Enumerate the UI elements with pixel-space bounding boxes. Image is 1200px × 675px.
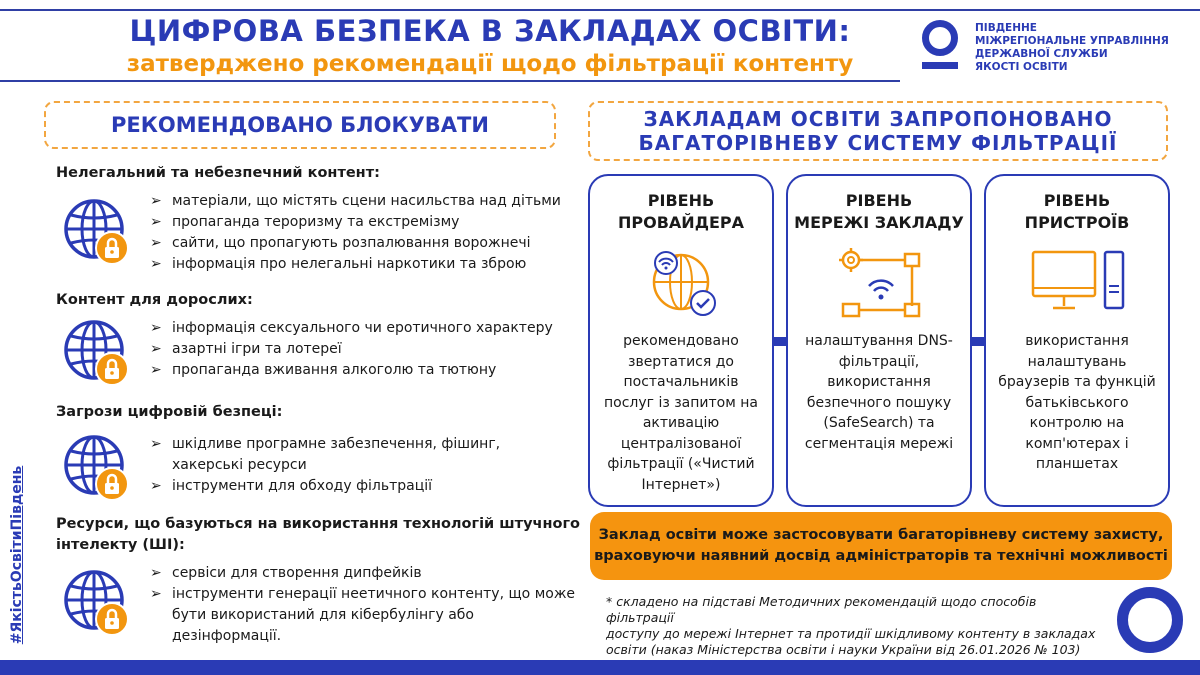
card-connector (971, 337, 985, 346)
card-title: РІВЕНЬ МЕРЕЖІ ЗАКЛАДУ (794, 191, 964, 232)
list-item: ➢ матеріали, що містять сцени насильства над дітьми (150, 193, 561, 209)
list-item: ➢ азартні ігри та лотереї (150, 341, 342, 357)
list-item: ➢ інформація про нелегальні наркотики та зброю (150, 256, 527, 272)
card-description: налаштування DNS- фільтрації, використання безпечного пошуку (SafeSearch) та сегментація мережі (804, 333, 954, 452)
list-item: ➢ інструменти генерації неетичного контенту, що може (150, 586, 576, 602)
section-title-ai: Ресурси, що базуються на використання технологій штучного інтелекту (ШІ): (56, 516, 580, 553)
top-divider (0, 9, 1200, 11)
source-footnote: * складено на підставі Методичних рекомендацій щодо способів фільтрації доступу до мережі Інтернет та протидії шкідливому контенту в закладах освіти (наказ Міністерства освіти і науки України від 26.01.2026 № 103) (606, 594, 1096, 657)
threats-list (150, 434, 580, 497)
hashtag-vertical[interactable]: #ЯкістьОсвітиПівдень (9, 465, 25, 645)
block-heading: РЕКОМЕНДОВАНО БЛОКУВАТИ (44, 101, 556, 149)
list-item: ➢ пропаганда вживання алкоголю та тютюну (150, 362, 497, 378)
list-item: ➢ сервіси для створення дипфейків (150, 565, 422, 581)
summary-banner: Заклад освіти може застосовувати багаторівневу систему захисту, враховуючи наявний досвід адміністраторів та технічні можливості (590, 512, 1172, 580)
logo-ring-icon (922, 20, 958, 56)
list-item: бути використаний для кібербулінгу або (172, 607, 474, 623)
header-underline (0, 80, 900, 82)
decorative-ring-icon (1117, 587, 1183, 653)
page-subtitle: затверджено рекомендації щодо фільтрації контенту (126, 51, 854, 77)
card-description: використання налаштувань браузерів та функцій батьківського контролю на комп'ютерах і планшетах (998, 333, 1156, 472)
list-item: ➢ пропаганда тероризму та екстремізму (150, 214, 460, 230)
section-title-illegal: Нелегальний та небезпечний контент: (56, 165, 380, 181)
globe-lock-icon (62, 433, 132, 503)
card-connector (773, 337, 787, 346)
list-item: хакерські ресурси (172, 457, 307, 473)
globe-lock-icon (62, 197, 132, 267)
bottom-bar (0, 660, 1200, 675)
card-description: рекомендовано звертатися до постачальників послуг із запитом на активацію централізованої фільтрації («Чистий Інтернет») (604, 333, 758, 493)
globe-wifi-check-icon (633, 246, 733, 321)
list-item: дезінформації. (172, 628, 282, 644)
network-gear-wifi-icon (831, 246, 931, 321)
filtering-heading: ЗАКЛАДАМ ОСВІТИ ЗАПРОПОНОВАНО БАГАТОРІВНЕВУ СИСТЕМУ ФІЛЬТРАЦІЇ (588, 101, 1168, 161)
list-item: ➢ інструменти для обходу фільтрації (150, 478, 433, 494)
list-item: ➢ шкідливе програмне забезпечення, фішинг, (150, 436, 501, 452)
globe-lock-icon (62, 568, 132, 638)
adult-list (150, 318, 580, 381)
card-network-level (786, 174, 972, 507)
list-item: ➢ сайти, що пропагують розпалювання ворожнечі (150, 235, 531, 251)
card-provider-level (588, 174, 774, 507)
card-title: РІВЕНЬ ПРОВАЙДЕРА (618, 191, 744, 232)
page-title: ЦИФРОВА БЕЗПЕКА В ЗАКЛАДАХ ОСВІТИ: (129, 14, 851, 48)
globe-lock-icon (62, 318, 132, 388)
section-title-threats: Загрози цифровій безпеці: (56, 404, 283, 420)
section-title-adult: Контент для дорослих: (56, 292, 253, 308)
card-device-level (984, 174, 1170, 507)
illegal-list (150, 191, 580, 275)
list-item: ➢ інформація сексуального чи еротичного характеру (150, 320, 553, 336)
desktop-computer-icon (1029, 246, 1129, 321)
ai-list (150, 563, 580, 647)
logo-bar-icon (922, 62, 958, 69)
org-name: ПІВДЕННЕ МІЖРЕГІОНАЛЬНЕ УПРАВЛІННЯ ДЕРЖАВНОЇ СЛУЖБИ ЯКОСТІ ОСВІТИ (975, 22, 1169, 73)
card-title: РІВЕНЬ ПРИСТРОЇВ (1024, 191, 1130, 232)
